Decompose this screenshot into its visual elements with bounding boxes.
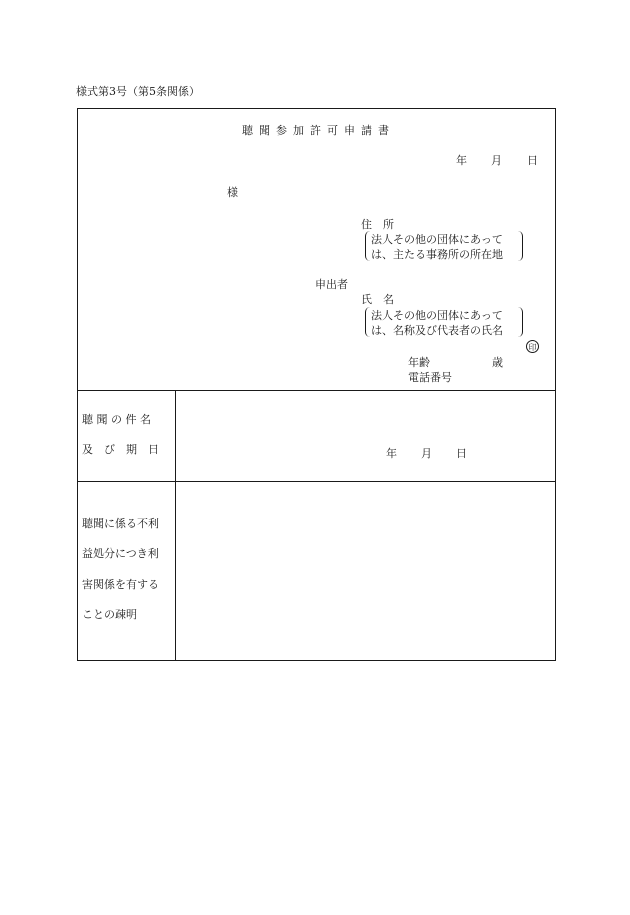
phone-label: 電話番号 (408, 371, 452, 384)
address-note-line1: 法人その他の団体にあって (371, 233, 503, 246)
interest-explanation-label-line4: ことの疎明 (82, 608, 137, 621)
addressee-suffix: 様 (227, 186, 238, 199)
name-note-line2: は、名称及び代表者の氏名 (371, 324, 503, 337)
form-title: 聴聞参加許可申請書 (242, 124, 395, 137)
date-month-label: 月 (491, 154, 502, 167)
name-note-line1: 法人その他の団体にあって (371, 309, 503, 322)
label-column-divider (175, 390, 176, 661)
hearing-subject-label-line2: 及 び 期 日 (82, 443, 159, 456)
hearing-date-year: 年 (386, 447, 397, 460)
date-day-label: 日 (527, 154, 538, 167)
address-note-line2: は、主たる事務所の所在地 (371, 248, 503, 261)
address-label: 住 所 (361, 218, 394, 231)
section-divider-top (78, 390, 555, 391)
seal-mark: 印 (526, 340, 539, 353)
age-label: 年齢 (408, 356, 430, 369)
hearing-date-day: 日 (456, 447, 467, 460)
hearing-date-month: 月 (421, 447, 432, 460)
date-year-label: 年 (456, 154, 467, 167)
applicant-label: 申出者 (315, 278, 348, 291)
hearing-subject-label-line1: 聴 聞 の 件 名 (82, 413, 151, 426)
form-number-label: 様式第3号（第5条関係） (76, 85, 200, 98)
section-divider-middle (78, 481, 555, 482)
age-unit: 歳 (492, 356, 503, 369)
interest-explanation-label-line1: 聴聞に係る不利 (82, 517, 159, 530)
interest-explanation-label-line3: 害関係を有する (82, 578, 159, 591)
name-label: 氏 名 (361, 293, 394, 306)
interest-explanation-label-line2: 益処分につき利 (82, 547, 159, 560)
